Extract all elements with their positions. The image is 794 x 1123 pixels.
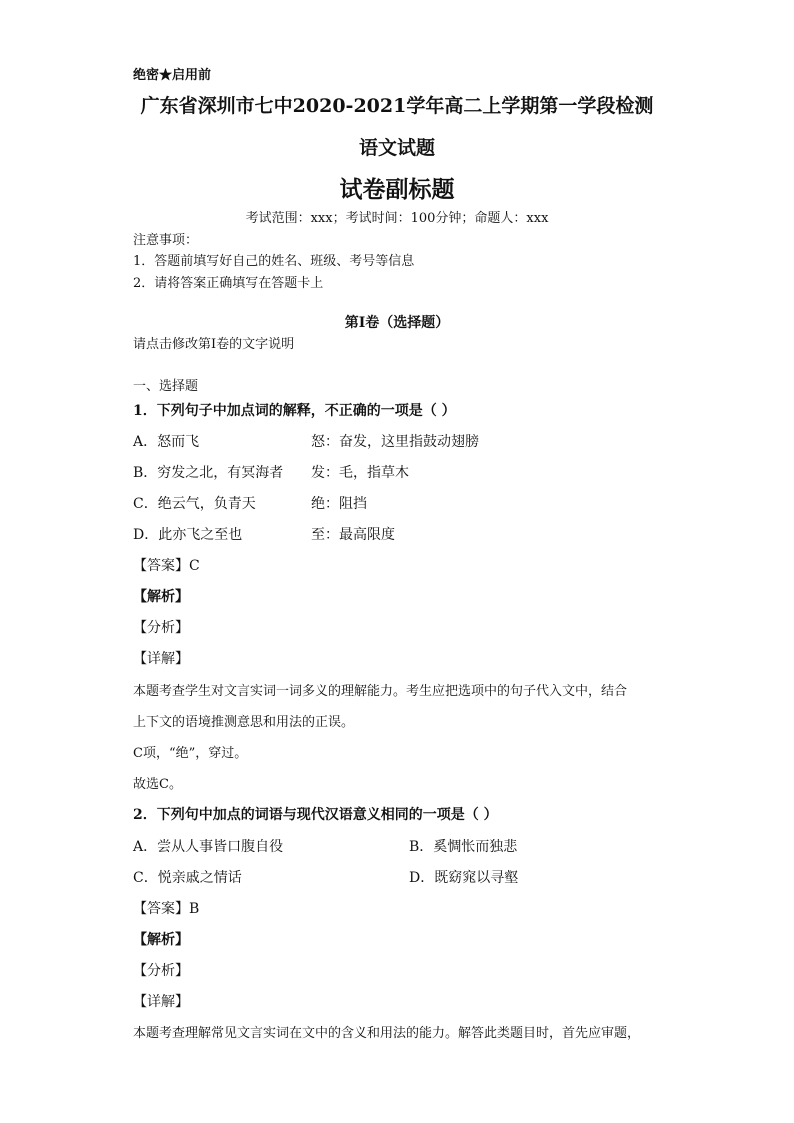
notice-heading: 注意事项： [133,233,199,248]
notice-item: 1．答题前填写好自己的姓名、班级、考号等信息 [133,254,415,269]
option-item: A．尝从人事皆口腹自役 [133,839,284,855]
option-gloss: 怒：奋发，这里指鼓动翅膀 [311,434,479,450]
option-sentence: D．此亦飞之至也 [133,527,243,543]
option-sentence: B．穷发之北，有冥海者 [133,465,284,481]
detail-label: 【详解】 [133,994,189,1010]
explanation-text: C项，“绝”，穿过。 [133,746,248,761]
option-gloss: 发：毛，指草木 [311,465,409,481]
explanation-text: 本题考查理解常见文言实词在文中的含义和用法的能力。解答此类题目时，首先应审题， [133,1026,641,1041]
option-sentence: C．绝云气，负青天 [133,496,256,512]
fenxi-label: 【分析】 [133,963,189,979]
analysis-label: 【解析】 [133,589,189,605]
volume-note: 请点击修改第I卷的文字说明 [133,337,295,352]
volume-title: 第I卷（选择题） [344,315,450,331]
option-item: C．悦亲戚之情话 [133,870,242,886]
part-title: 一、选择题 [133,379,199,394]
answer-label: 【答案】C [133,558,200,574]
analysis-label: 【解析】 [133,932,189,948]
conclusion-text: 故选C。 [133,777,182,792]
exam-info: 考试范围：xxx；考试时间：100分钟；命题人：xxx [245,211,549,226]
question-stem: 2．下列句中加点的词语与现代汉语意义相同的一项是（ ） [133,807,498,823]
detail-label: 【详解】 [133,651,189,667]
notice-item: 2．请将答案正确填写在答题卡上 [133,276,324,291]
option-item: B．奚惆怅而独悲 [409,839,518,855]
question-stem: 1．下列句子中加点词的解释，不正确的一项是（ ） [133,403,456,419]
option-gloss: 绝：阻挡 [311,496,367,512]
explanation-text: 上下文的语境推测意思和用法的正误。 [133,715,355,730]
secret-mark: 绝密★启用前 [133,68,212,83]
exam-title: 广东省深圳市七中2020-2021学年高二上学期第一学段检测 [140,95,654,117]
paper-subtitle: 试卷副标题 [339,176,455,203]
option-sentence: A．怒而飞 [133,434,200,450]
answer-label: 【答案】B [133,901,200,917]
fenxi-label: 【分析】 [133,620,189,636]
subject-title: 语文试题 [358,137,435,159]
explanation-text: 本题考查学生对文言实词一词多义的理解能力。考生应把选项中的句子代入文中，结合 [133,684,628,699]
option-item: D．既窈窕以寻壑 [409,870,519,886]
option-gloss: 至：最高限度 [311,527,395,543]
